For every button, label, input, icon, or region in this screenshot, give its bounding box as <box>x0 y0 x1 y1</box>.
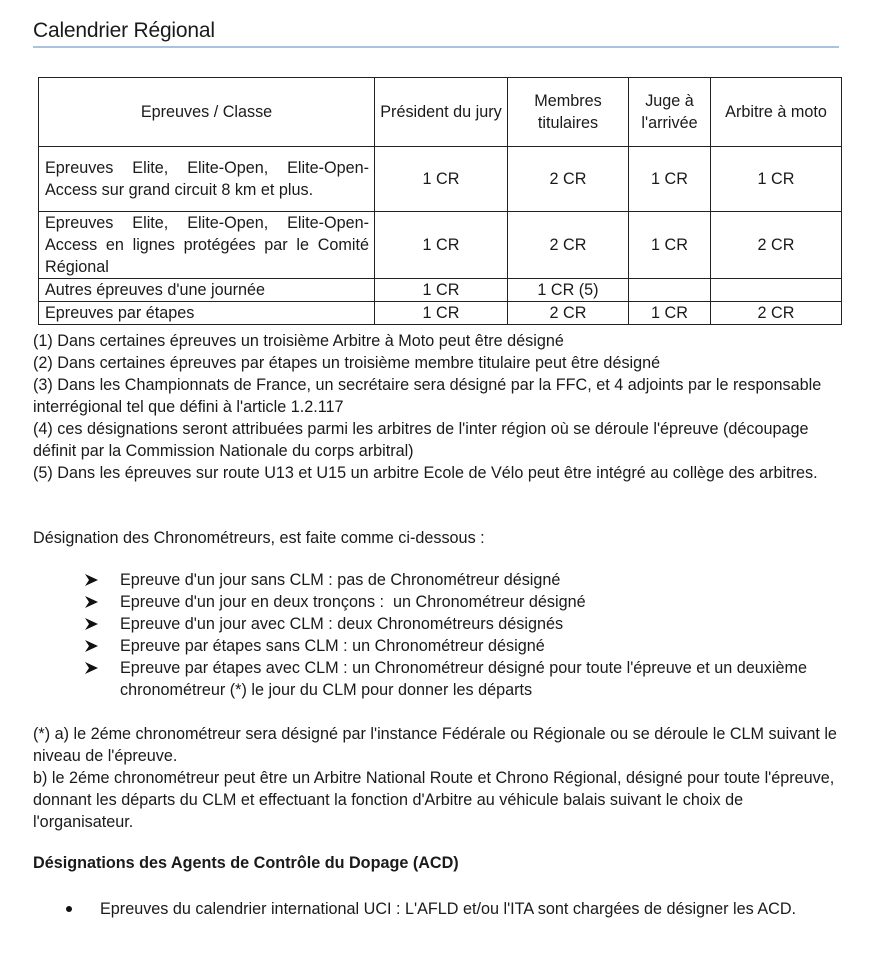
cell-president: 1 CR <box>375 302 508 325</box>
table-row <box>39 302 842 325</box>
table-row <box>39 279 842 302</box>
cell-juge: 1 CR <box>629 302 711 325</box>
list-item <box>85 635 841 657</box>
column-header-juge: Juge à l'arrivée <box>629 78 711 147</box>
referee-designation-table <box>38 77 842 325</box>
column-header-president: Président du jury <box>375 78 508 147</box>
arrowhead-bullet-icon <box>85 574 98 586</box>
footnote-5: (5) Dans les épreuves sur route U13 et U15 un arbitre Ecole de Vélo peut être intégré au collège des arbitres. <box>33 464 818 482</box>
cell-moto: 2 CR <box>711 302 842 325</box>
list-item-text: Epreuve d'un jour en deux tronçons : un Chronométreur désigné <box>120 593 586 611</box>
column-header-epreuves: Epreuves / Classe <box>39 78 375 147</box>
list-item <box>85 569 841 591</box>
list-item-text: Epreuve par étapes sans CLM : un Chronométreur désigné <box>120 637 545 655</box>
acd-section-heading: Désignations des Agents de Contrôle du Dopage (ACD) <box>33 854 459 872</box>
cell-president: 1 CR <box>375 212 508 279</box>
list-item <box>85 591 841 613</box>
cell-president: 1 CR <box>375 279 508 302</box>
footnote-3: (3) Dans les Championnats de France, un secrétaire sera désigné par la FFC, et 4 adjoints par le responsable interrégional tel que défini à l'article 1.2.117 <box>33 376 822 416</box>
list-item <box>85 657 841 701</box>
row-label: Epreuves Elite, Elite-Open, Elite-Open-Access en lignes protégées par le Comité Régional <box>39 212 375 279</box>
chronometreur-star-notes <box>33 723 841 833</box>
cell-membres: 2 CR <box>508 212 629 279</box>
list-item <box>66 898 841 920</box>
table-header-row <box>39 78 842 147</box>
list-item-text: Epreuve par étapes avec CLM : un Chronométreur désigné pour toute l'épreuve et un deuxième chronométreur (*) le jour du CLM pour donner les départs <box>120 659 807 699</box>
column-header-moto: Arbitre à moto <box>711 78 842 147</box>
round-bullet-icon <box>66 906 72 912</box>
footnote-2: (2) Dans certaines épreuves par étapes un troisième membre titulaire peut être désigné <box>33 354 661 372</box>
cell-juge <box>629 279 711 302</box>
arrowhead-bullet-icon <box>85 618 98 630</box>
table-footnotes <box>33 330 841 484</box>
list-item <box>85 613 841 635</box>
row-label: Epreuves par étapes <box>39 302 375 325</box>
page-title: Calendrier Régional <box>33 19 215 42</box>
cell-membres: 2 CR <box>508 302 629 325</box>
table-row <box>39 212 842 279</box>
cell-president: 1 CR <box>375 147 508 212</box>
footnote-1: (1) Dans certaines épreuves un troisième Arbitre à Moto peut être désigné <box>33 332 564 350</box>
star-note-a: (*) a) le 2éme chronométreur sera désigné par l'instance Fédérale ou Régionale ou se déroule le CLM suivant le niveau de l'épreuve. <box>33 725 837 765</box>
cell-moto: 1 CR <box>711 147 842 212</box>
column-header-membres: Membres titulaires <box>508 78 629 147</box>
arrowhead-bullet-icon <box>85 596 98 608</box>
arrowhead-bullet-icon <box>85 640 98 652</box>
list-item-text: Epreuves du calendrier international UCI : L'AFLD et/ou l'ITA sont chargées de désigner les ACD. <box>100 900 797 918</box>
table-row <box>39 147 842 212</box>
cell-moto <box>711 279 842 302</box>
row-label: Autres épreuves d'une journée <box>39 279 375 302</box>
footnote-4: (4) ces désignations seront attribuées parmi les arbitres de l'inter région où se déroule l'épreuve (découpage définit par la Commission Nationale du corps arbitral) <box>33 420 809 460</box>
acd-list <box>66 898 841 920</box>
cell-membres: 2 CR <box>508 147 629 212</box>
chronometreurs-intro: Désignation des Chronométreurs, est faite comme ci-dessous : <box>33 529 485 547</box>
list-item-text: Epreuve d'un jour avec CLM : deux Chronométreurs désignés <box>120 615 564 633</box>
chronometreurs-list <box>85 569 841 701</box>
title-divider <box>33 46 839 48</box>
star-note-b: b) le 2éme chronométreur peut être un Arbitre National Route et Chrono Régional, désigné pour toute l'épreuve, donnant les départs du CLM et effectuant la fonction d'Arbitre au véhicule balais suivant le choix de l'organisateur. <box>33 769 835 831</box>
arrowhead-bullet-icon <box>85 662 98 674</box>
row-label: Epreuves Elite, Elite-Open, Elite-Open-Access sur grand circuit 8 km et plus. <box>39 147 375 212</box>
cell-juge: 1 CR <box>629 147 711 212</box>
cell-juge: 1 CR <box>629 212 711 279</box>
list-item-text: Epreuve d'un jour sans CLM : pas de Chronométreur désigné <box>120 571 561 589</box>
cell-moto: 2 CR <box>711 212 842 279</box>
cell-membres: 1 CR (5) <box>508 279 629 302</box>
